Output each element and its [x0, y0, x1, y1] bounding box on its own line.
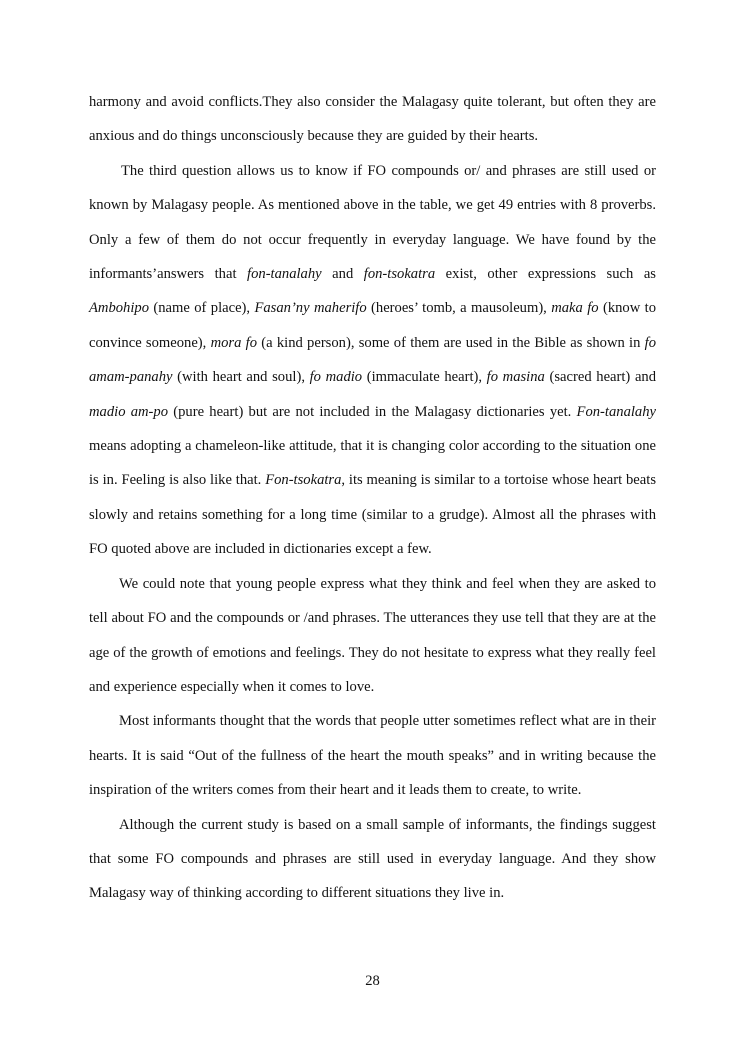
page-number: 28 [365, 973, 380, 989]
text-run: means adopting a chameleon-like attitude, that it is changing color according to the situation one is in. Feeling is also like that. [89, 438, 656, 489]
paragraph-4 [89, 704, 656, 807]
text-run: Although the current study is based on a small sample of informants, the findings suggest that some FO compounds and phrases are still used in everyday language. And they show Malagasy way of thinking according to different situations they live in. [89, 816, 656, 902]
text-run: (heroes’ tomb, a mausoleum), [366, 300, 552, 317]
paragraph-3 [89, 567, 656, 705]
text-run: exist, other expressions such as [435, 266, 656, 283]
text-run: (a kind person), some of them are used in the Bible as shown in [257, 334, 645, 351]
text-run: and [321, 266, 364, 283]
text-run: We could note that young people express what they think and feel when they are asked to tell about FO and the compounds or /and phrases. The utterances they use tell that they are at the age of the growth of emotions and feelings. They do not hesitate to express what they really feel and experience especially when it comes to love. [89, 575, 656, 695]
paragraph-2 [89, 154, 656, 567]
italic-term: fon-tsokatra [363, 266, 436, 283]
italic-term: fon-tanalahy [247, 266, 322, 283]
italic-term: Ambohipo [89, 300, 149, 317]
italic-term: mora fo [210, 334, 257, 351]
body-text [89, 85, 656, 911]
text-run: (pure heart) but are not included in the Malagasy dictionaries yet. [168, 403, 577, 420]
text-run: harmony and avoid conflicts.They also consider the Malagasy quite tolerant, but often they are anxious and do things unconsciously because they are guided by their hearts. [89, 94, 656, 145]
text-run: , its meaning is similar to a tortoise whose heart beats slowly and retains something for a long time (similar to a grudge). Almost all the phrases with FO quoted above are included in dictionaries except a few. [89, 472, 656, 558]
italic-term: Fon-tsokatra [265, 472, 342, 489]
italic-term: madio am-po [89, 403, 169, 420]
italic-term: Fon-tanalahy [576, 403, 656, 420]
text-run: The third question allows us to know if FO compounds or/ and phrases are still used or known by Malagasy people. As mentioned above in the table, we get 49 entries with 8 proverbs. Only a few of them do not occur frequently in everyday language. We have found by the informants’answers that [89, 162, 656, 283]
italic-term: maka fo [551, 300, 599, 317]
text-run: (with heart and soul), [172, 369, 310, 386]
italic-term: fo madio [309, 369, 363, 386]
text-run: (immaculate heart), [362, 369, 487, 386]
paragraph-1 [89, 85, 656, 154]
italic-term: fo amam-panahy [89, 334, 657, 386]
text-run: Most informants thought that the words that people utter sometimes reflect what are in their hearts. It is said “Out of the fullness of the heart the mouth speaks” and in writing because the inspiration of the writers comes from their heart and it leads them to create, to write. [89, 713, 656, 799]
text-run: (name of place), [149, 300, 255, 317]
text-run: (sacred heart) and [544, 369, 657, 386]
text-run: (know to convince someone), [89, 300, 656, 351]
italic-term: Fasan’ny maherifo [254, 300, 367, 317]
paragraph-5 [89, 808, 656, 911]
italic-term: fo masina [486, 369, 545, 386]
